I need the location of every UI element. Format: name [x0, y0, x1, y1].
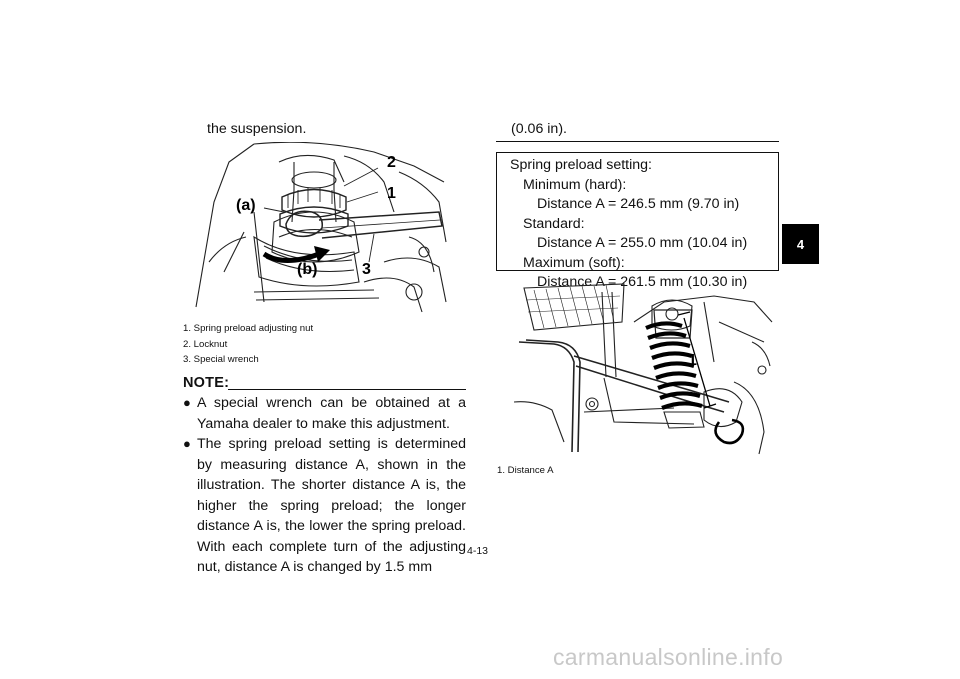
caption-item: 1. Spring preload adjusting nut	[183, 323, 314, 334]
callout-2: 2	[387, 154, 396, 171]
spec-standard-label: Standard:	[523, 215, 585, 232]
figure2-captions	[497, 463, 554, 479]
note-label: NOTE:	[183, 375, 230, 391]
figure1-captions	[183, 321, 313, 368]
spec-minimum-label: Minimum (hard):	[523, 176, 627, 193]
note-bullet-2	[183, 434, 466, 578]
spring-preload-spec-box	[496, 152, 779, 290]
section-rule	[496, 141, 779, 142]
spec-title: Spring preload setting:	[510, 157, 652, 173]
spec-standard-value: Distance A = 255.0 mm (10.04 in)	[537, 235, 748, 251]
spring-preload-illustration	[184, 142, 447, 314]
distance-a-illustration	[514, 282, 776, 456]
spec-maximum-value: Distance A = 261.5 mm (10.30 in)	[537, 274, 748, 290]
note-bullet-text: The spring preload setting is determined by measuring distance A, shown in the illustration. The shorter distance A is, the higher the spring preload; the longer distance A is, the lower the spring preload. With each complete turn of the adjusting nut, distance A is changed by 1.5 mm	[197, 436, 466, 575]
callout-a: (a)	[236, 197, 256, 214]
bullet-icon: ●	[183, 395, 191, 410]
page-number: 4-13	[467, 545, 489, 557]
spec-minimum-value: Distance A = 246.5 mm (9.70 in)	[537, 196, 740, 212]
wrench-illustration-drawing	[184, 142, 447, 314]
note-bullet-1	[183, 393, 466, 434]
shock-absorber-drawing	[514, 282, 776, 456]
watermark-text: carmanualsonline.info	[553, 644, 784, 670]
chapter-tab: 4	[782, 224, 819, 264]
callout-distance-a-1: 1	[688, 352, 697, 369]
note-rule	[228, 389, 466, 390]
continuation-text-right: (0.06 in).	[511, 121, 567, 137]
callout-b: (b)	[297, 261, 318, 278]
bullet-icon: ●	[183, 436, 191, 451]
note-bullet-text: A special wrench can be obtained at a Yamaha dealer to make this adjustment.	[197, 395, 466, 432]
callout-3: 3	[362, 261, 371, 278]
caption-item: 2. Locknut	[183, 338, 228, 350]
spec-maximum-label: Maximum (soft):	[523, 254, 625, 271]
caption-item: 3. Special wrench	[183, 354, 259, 365]
continuation-text-left: the suspension.	[207, 121, 307, 137]
caption-item: 1. Distance A	[497, 465, 554, 476]
callout-1: 1	[387, 185, 396, 202]
